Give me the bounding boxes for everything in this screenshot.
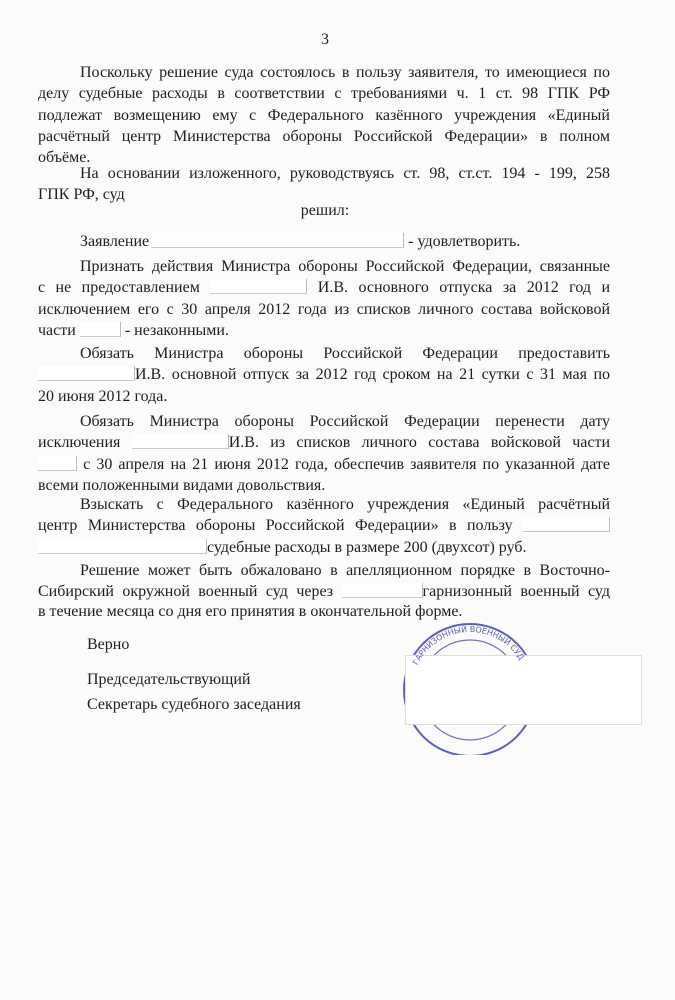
text-line: исключением его с 30 апреля 2012 года из списков личного состава войсковой [38,300,610,318]
svg-text:ГАРНИЗОННЫЙ ВОЕННЫЙ СУД [411,623,526,666]
text-line [38,364,610,385]
text: центр Министерства обороны Российской Федерации» в пользу [38,517,513,535]
presiding-judge-label: Председательствующий [87,671,251,688]
text: с 30 апреля на 21 июня 2012 года, обеспечив заявителя по указанной дате [83,455,610,473]
text-line: На основании изложенного, руководствуясь ст. 98, ст.ст. 194 - 199, 258 [80,165,610,182]
redacted-name [132,434,229,449]
paragraph-claim [38,231,610,252]
text-line [38,537,610,558]
secretary-label: Секретарь судебного заседания [87,696,301,713]
page-number: 3 [321,31,329,48]
text-line: Обязать Министра обороны Российской Федерации предоставить [80,345,610,362]
text: И.В. основной отпуск за 2012 год сроком на 21 сутки с 31 мая по [135,366,610,384]
text: - удовлетворить. [408,233,521,250]
text-line [38,231,610,252]
text: исключения [38,434,121,452]
paragraph-appeal [38,561,610,623]
paragraph-recognize [38,256,610,341]
text-line [38,454,610,475]
paragraph-recover-costs [38,494,610,558]
text: гарнизонный военный суд [422,582,611,600]
true-copy-label: Верно [87,636,130,653]
text-line: делу судебные расходы в соответствии с требованиями ч. 1 ст. 98 ГПК РФ [38,85,610,103]
text-line [38,515,610,536]
paragraph-postpone [38,411,610,496]
text-line: Решение может быть обжаловано в апелляционном порядке в Восточно- [80,562,610,579]
text-line [38,277,610,298]
text-line [38,320,610,341]
redacted-city [342,583,423,598]
redacted-name [523,517,610,532]
text: И.В. из списков личного состава войсковой части [228,434,611,452]
text-line: расчётный центр Министерства обороны Российской Федерации» в полном [38,127,610,145]
text-line: 20 июня 2012 года. [38,387,168,405]
text-line: Поскольку решение суда состоялось в пользу заявителя, то имеющиеся по [80,64,610,81]
redacted-name [38,366,135,381]
redacted-name [210,279,307,294]
text: И.В. основного отпуска за 2012 год и [317,279,611,297]
text-line [38,582,610,603]
text: Заявление [80,233,150,250]
text-line: объёме. [38,149,91,167]
text-line: Взыскать с Федерального казённого учреждения «Единый расчётный [80,496,610,513]
paragraph-grounds [38,163,610,206]
court-stamp-text [395,615,545,680]
text-line: ГПК РФ, суд [38,186,125,204]
redacted-name [38,539,207,554]
text: судебные расходы в размере 200 (двухсот) руб. [207,538,527,556]
redacted-name [151,233,404,248]
text-line: Признать действия Министра обороны Российской Федерации, связанные [80,258,610,275]
text-line: в течение месяца со дня его принятия в окончательной форме. [38,603,463,620]
text: Сибирский окружной военный суд через [38,582,334,600]
redacted-unit [38,456,77,471]
text-line: всеми положенными видами довольствия. [38,476,326,494]
paragraph-grant-leave [38,343,610,407]
text-line: Обязать Министра обороны Российской Федерации перенести дату [80,413,610,430]
text: части [38,321,76,339]
text-line [38,432,610,453]
text-line: подлежат возмещению ему с Федерального казённого учреждения «Единый [38,106,610,124]
stamp-text: ГАРНИЗОННЫЙ ВОЕННЫЙ СУД [411,624,526,667]
decision-heading: решил: [300,202,350,219]
paragraph-costs [38,62,610,168]
text: - незаконными. [124,321,229,339]
text: с не предоставлением [38,279,200,297]
redacted-unit [80,322,121,337]
